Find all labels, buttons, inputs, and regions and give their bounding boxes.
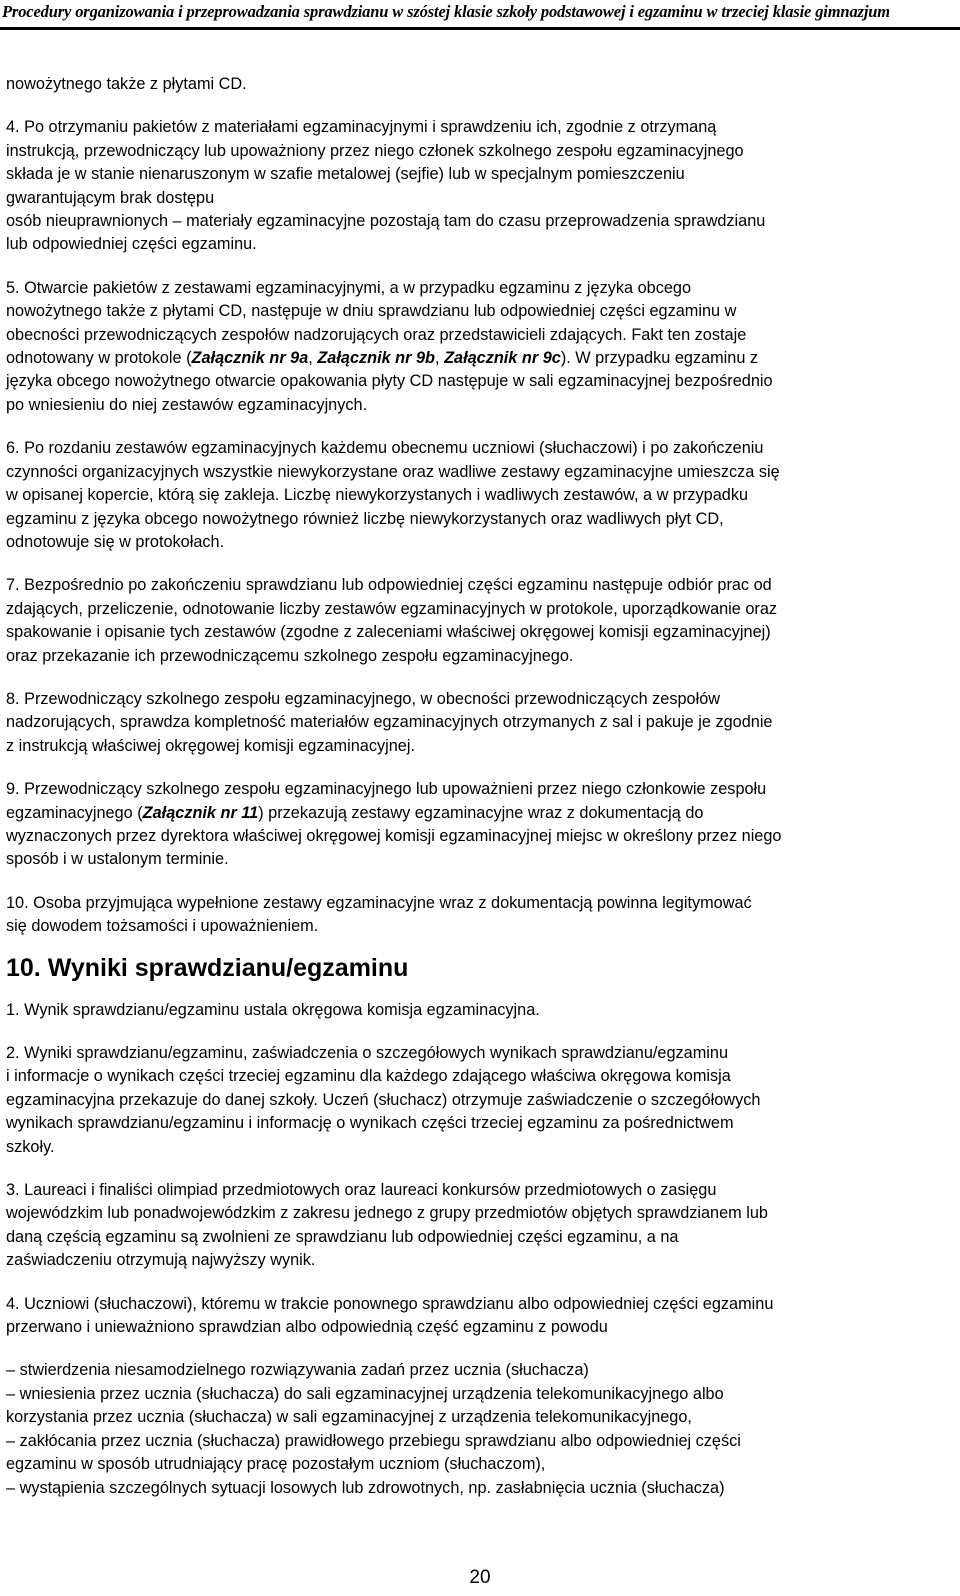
text-line: wynikach sprawdzianu/egzaminu i informację o wynikach części trzeciej egzaminu za pośrednictwem: [6, 1114, 734, 1133]
text-line: języka obcego nowożytnego otwarcie opakowania płyty CD następuje w sali egzaminacyjnej bezpośrednio: [6, 372, 773, 391]
text-line: [6, 802, 952, 825]
paragraph-10: [6, 892, 952, 939]
list-item: – wniesienia przez ucznia (słuchacza) do sali egzaminacyjnej urządzenia telekomunikacyjnego albo: [6, 1384, 724, 1403]
text-span: ,: [435, 349, 445, 368]
text-line: z instrukcją właściwej okręgowej komisji egzaminacyjnej.: [6, 736, 415, 755]
text-line: spakowanie i opisanie tych zestawów (zgodne z zaleceniami właściwej okręgowej komisji egzaminacyjnej): [6, 623, 771, 642]
text-line: egzaminu z języka obcego nowożytnego również liczbę niewykorzystanych oraz wadliwych płyt CD,: [6, 509, 724, 528]
text-line: instrukcją, przewodniczący lub upoważniony przez niego członek szkolnego zespołu egzaminacyjnego: [6, 141, 744, 160]
text-line: zdających, przeliczenie, odnotowanie liczby zestawów egzaminacyjnych w protokole, uporządkowanie oraz: [6, 599, 778, 618]
section-paragraph-3: [6, 1179, 952, 1273]
page-number: 20: [469, 1567, 491, 1588]
section-paragraph-2: [6, 1042, 952, 1159]
running-header: [0, 0, 960, 30]
text-line: szkoły.: [6, 1137, 55, 1156]
text-line: daną częścią egzaminu są zwolnieni ze sprawdzianu lub odpowiedniej części egzaminu, a na: [6, 1227, 679, 1246]
paragraph-7: [6, 574, 952, 668]
paragraph-4: [6, 116, 952, 256]
paragraph-8: [6, 688, 952, 758]
text-line: 8. Przewodniczący szkolnego zespołu egzaminacyjnego, w obecności przewodniczących zespołów: [6, 689, 721, 708]
document-body: [6, 73, 952, 1500]
text-span: ) przekazują zestawy egzaminacyjne wraz z dokumentacją do: [258, 803, 704, 822]
text-span: egzaminacyjnego (: [6, 803, 143, 822]
text-span: ). W przypadku egzaminu z: [560, 349, 759, 368]
section-heading: 10. Wyniki sprawdzianu/egzaminu: [6, 953, 409, 982]
text-line: przerwano i unieważniono sprawdzian albo odpowiednią część egzaminu z powodu: [6, 1318, 608, 1337]
paragraph-9: [6, 778, 952, 872]
text-line: nowożytnego także z płytami CD.: [6, 75, 247, 93]
text-line: [6, 347, 952, 370]
text-line: sposób i w ustalonym terminie.: [6, 850, 229, 869]
paragraph-continued: [6, 73, 952, 96]
text-line: nadzorujących, sprawdza kompletność materiałów egzaminacyjnych otrzymanych z sal i pakuje je zgodnie: [6, 713, 773, 732]
annex-reference-11: Załącznik nr 11: [142, 803, 259, 822]
text-span: ,: [308, 349, 318, 368]
text-line: 4. Po otrzymaniu pakietów z materiałami egzaminacyjnymi i sprawdzeniu ich, zgodnie z otrzymaną: [6, 118, 717, 137]
text-line: egzaminacyjna przekazuje do danej szkoły. Uczeń (słuchacz) otrzymuje zaświadczenie o szczegółowych: [6, 1090, 761, 1109]
list-item-continuation: korzystania przez ucznia (słuchacza) w sali egzaminacyjnej z urządzenia telekomunikacyjnego,: [6, 1408, 692, 1427]
text-line: 10. Osoba przyjmująca wypełnione zestawy egzaminacyjne wraz z dokumentacją powinna legitymować: [6, 893, 752, 912]
text-line: osób nieuprawnionych – materiały egzaminacyjne pozostają tam do czasu przeprowadzenia sprawdzianu: [6, 212, 766, 231]
list-item: – stwierdzenia niesamodzielnego rozwiązywania zadań przez ucznia (słuchacza): [6, 1361, 589, 1380]
section-paragraph-4: [6, 1293, 952, 1340]
paragraph-6: [6, 437, 952, 554]
text-line: 1. Wynik sprawdzianu/egzaminu ustala okręgowa komisja egzaminacyjna.: [6, 1000, 540, 1019]
text-line: w opisanej kopercie, którą się zakleja. Liczbę niewykorzystanych i wadliwych zestawów, a w przypadku: [6, 486, 749, 505]
text-line: 3. Laureaci i finaliści olimpiad przedmiotowych oraz laureaci konkursów przedmiotowych o zasięgu: [6, 1181, 717, 1200]
text-line: odnotowuje się w protokołach.: [6, 532, 225, 551]
list-item-continuation: egzaminu w sposób utrudniający pracę pozostałym uczniom (słuchaczom),: [6, 1455, 546, 1474]
annex-reference-9c: Załącznik nr 9c: [444, 349, 561, 368]
section-paragraph-1: [6, 999, 952, 1022]
bullet-list: [6, 1359, 952, 1499]
text-line: gwarantującym brak dostępu: [6, 188, 215, 207]
text-line: zaświadczeniu otrzymują najwyższy wynik.: [6, 1251, 316, 1270]
text-line: 4. Uczniowi (słuchaczowi), któremu w trakcie ponownego sprawdzianu albo odpowiedniej części egzaminu: [6, 1294, 774, 1313]
annex-reference-9a: Załącznik nr 9a: [191, 349, 309, 368]
list-item: – zakłócania przez ucznia (słuchacza) prawidłowego przebiegu sprawdzianu albo odpowiedniej części: [6, 1431, 741, 1450]
text-line: się dowodem tożsamości i upoważnieniem.: [6, 917, 319, 936]
paragraph-5: [6, 277, 952, 417]
text-line: 9. Przewodniczący szkolnego zespołu egzaminacyjnego lub upoważnieni przez niego członkowie zespołu: [6, 780, 767, 799]
text-line: wyznaczonych przez dyrektora właściwej okręgowej komisji egzaminacyjnej miejsc w określony przez niego: [6, 826, 782, 845]
text-span: odnotowany w protokole (: [6, 349, 192, 368]
text-line: wojewódzkim lub ponadwojewódzkim z zakresu jednego z grupy przedmiotów objętych sprawdzianem lub: [6, 1204, 768, 1223]
text-line: obecności przewodniczących zespołów nadzorujących oraz przedstawicieli zdających. Fakt ten zostaje: [6, 325, 747, 344]
text-line: i informacje o wynikach części trzeciej egzaminu dla każdego zdającego właściwa okręgowa komisja: [6, 1067, 731, 1086]
text-line: 7. Bezpośrednio po zakończeniu sprawdzianu lub odpowiedniej części egzaminu następuje odbiór prac od: [6, 576, 772, 595]
text-line: nowożytnego także z płytami CD, następuje w dniu sprawdzianu lub odpowiedniej części egzaminu w: [6, 302, 737, 321]
list-item: – wystąpienia szczególnych sytuacji losowych lub zdrowotnych, np. zasłabnięcia ucznia (słuchacza): [6, 1478, 725, 1497]
text-line: 5. Otwarcie pakietów z zestawami egzaminacyjnymi, a w przypadku egzaminu z języka obcego: [6, 278, 692, 297]
text-line: 6. Po rozdaniu zestawów egzaminacyjnych każdemu obecnemu uczniowi (słuchaczowi) i po zakończeniu: [6, 439, 764, 458]
text-line: składa je w stanie nienaruszonym w szafie metalowej (sejfie) lub w specjalnym pomieszczeniu: [6, 165, 685, 184]
annex-reference-9b: Załącznik nr 9b: [317, 349, 435, 368]
text-line: oraz przekazanie ich przewodniczącemu szkolnego zespołu egzaminacyjnego.: [6, 646, 574, 665]
text-line: lub odpowiedniej części egzaminu.: [6, 235, 257, 254]
text-line: po wniesieniu do niej zestawów egzaminacyjnych.: [6, 395, 368, 414]
header-title: Procedury organizowania i przeprowadzania sprawdzianu w szóstej klasie szkoły podstawowej i egzaminu w trzeciej klasie gimnazjum: [2, 2, 890, 21]
text-line: czynności organizacyjnych wszystkie niewykorzystane oraz wadliwe zestawy egzaminacyjne umieszcza się: [6, 462, 780, 481]
text-line: 2. Wyniki sprawdzianu/egzaminu, zaświadczenia o szczegółowych wynikach sprawdzianu/egzaminu: [6, 1044, 729, 1062]
